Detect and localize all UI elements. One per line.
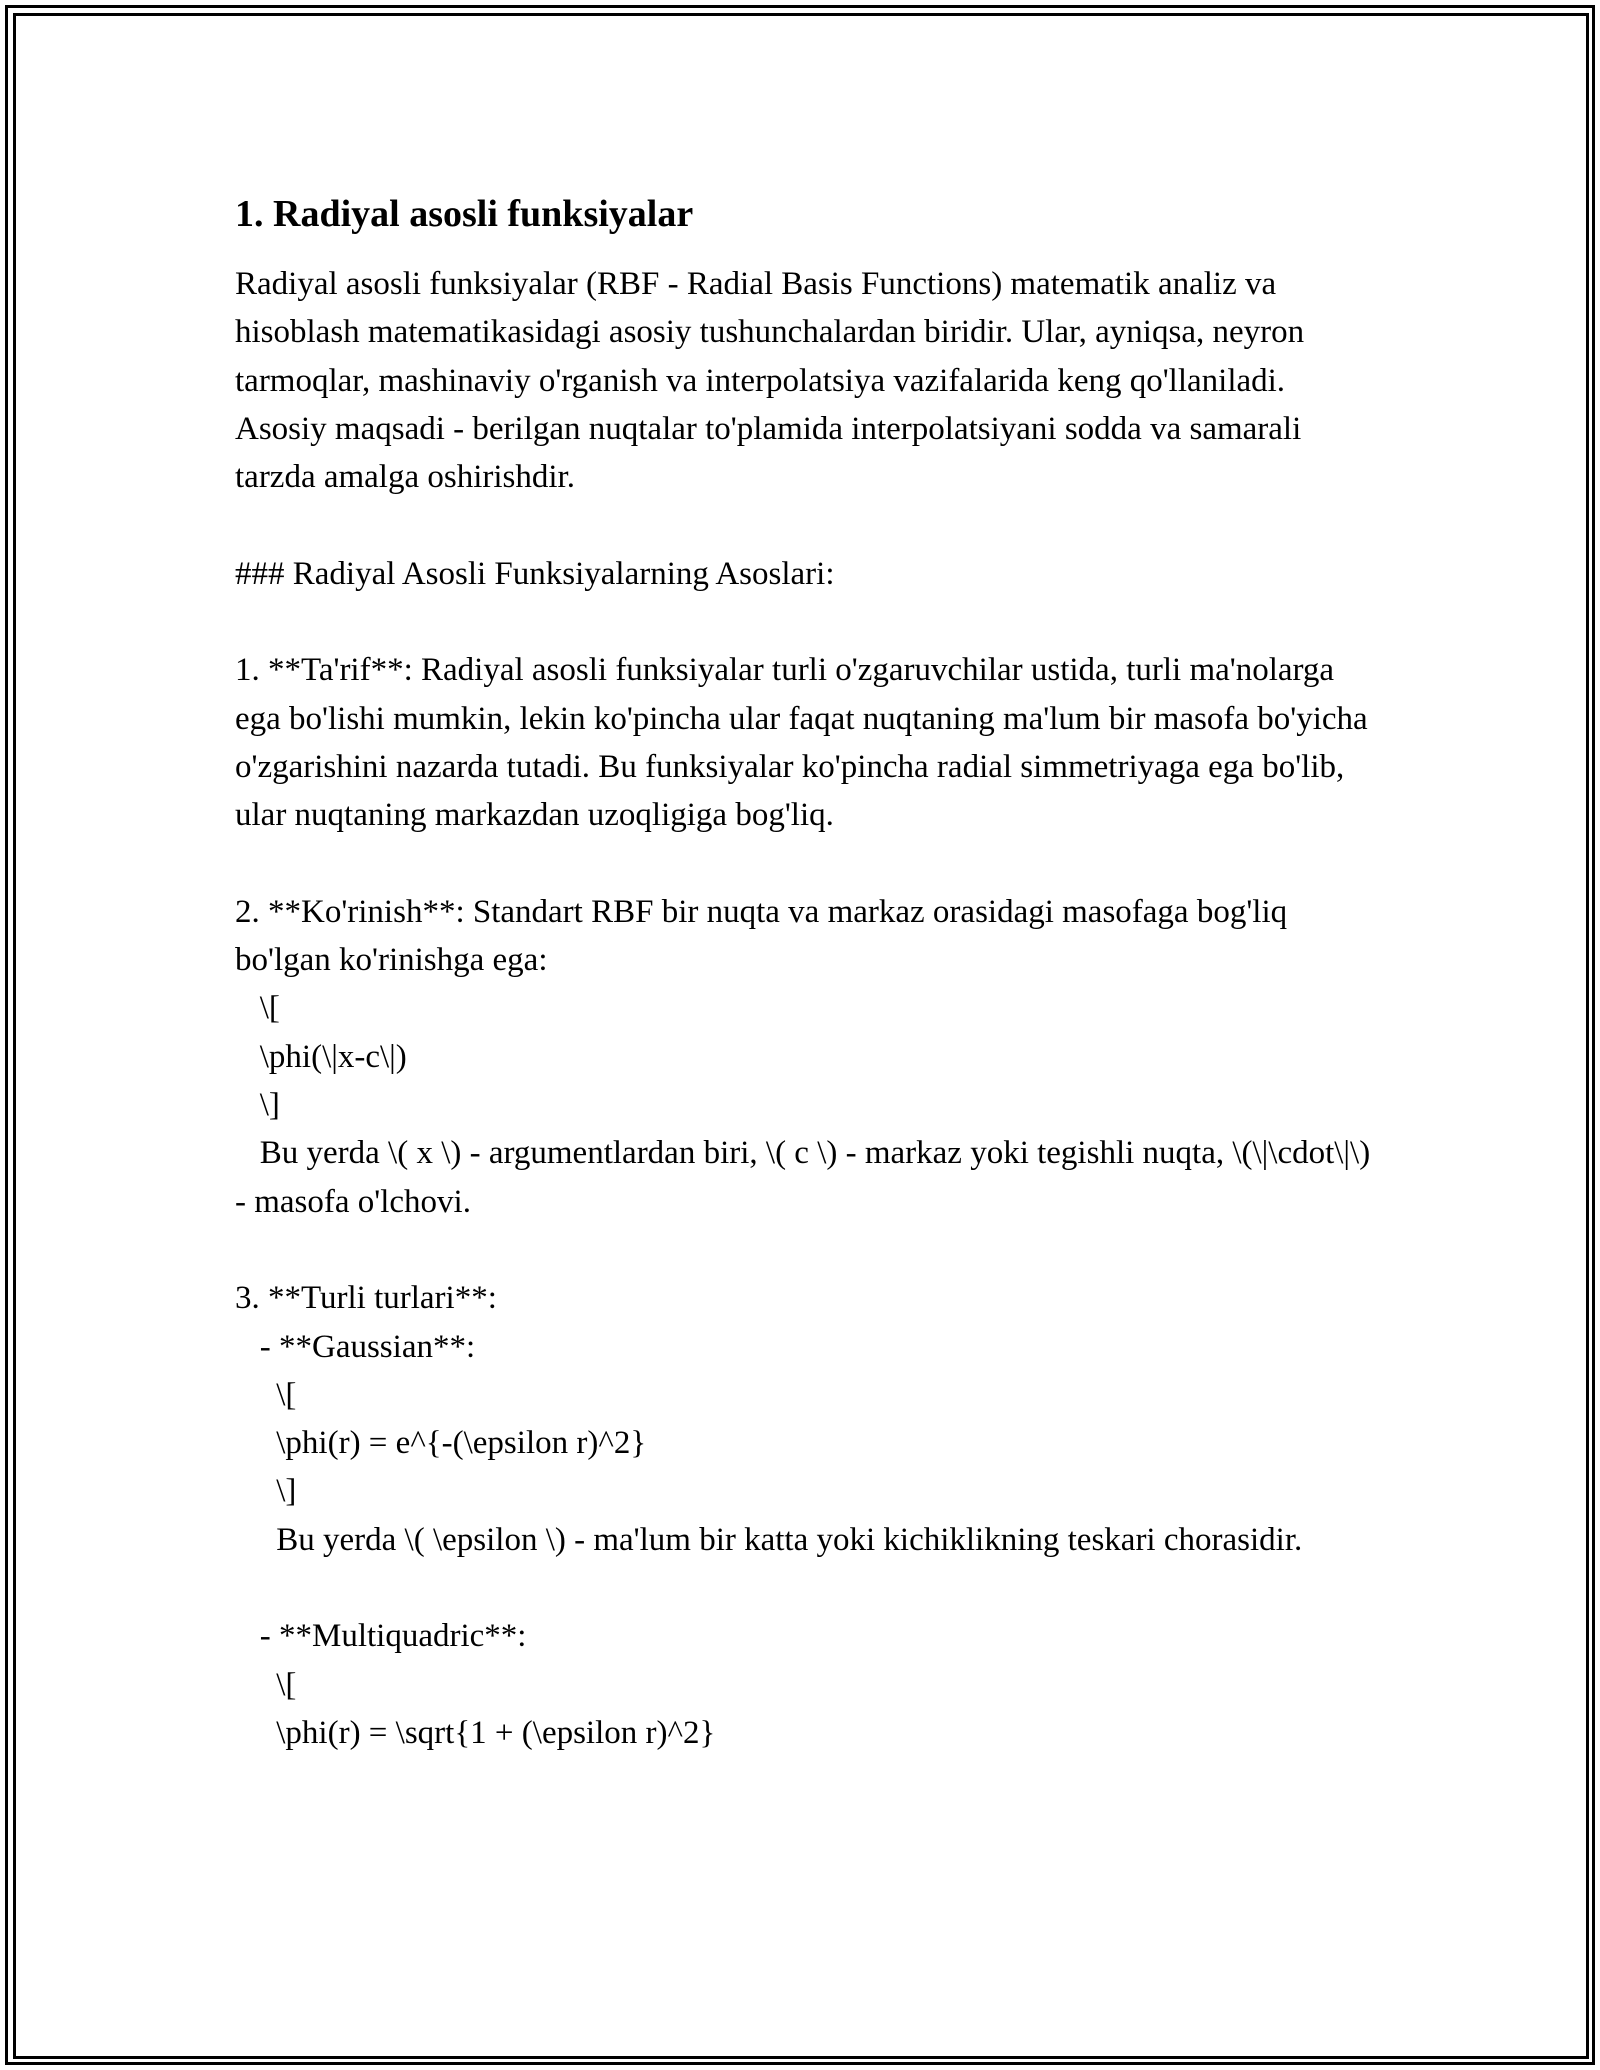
document-body: Radiyal asosli funksiyalar (RBF - Radial Basis Functions) matematik analiz va hisoblash matematikasidagi asosiy tushunchalardan biridir. Ular, ayniqsa, neyron tarmoqlar, mashinaviy o'rganish va interpolatsiya vazifalarida keng qo'llaniladi. Asosiy maqsadi - berilgan nuqtalar to'plamida interpolatsiyani sodda va samarali tarzda amalga oshirishdir. ### Radiyal Asosli Funksiyalarning Asoslari: 1. **Ta'rif**: Radiyal asosli funksiyalar turli o'zgaruvchilar ustida, turli ma'nolarga ega bo'lishi mumkin, lekin ko'pincha ular faqat nuqtaning ma'lum bir masofa bo'yicha o'zgarishini nazarda tutadi. Bu funksiyalar ko'pincha radial simmetriyaga ega bo'lib, ular nuqtaning markazdan uzoqligiga bog'liq. 2. **Ko'rinish**: Standart RBF bir nuqta va markaz orasidagi masofaga bog'liq bo'lgan ko'rinishga ega: \[ \phi(\|x-c\|) \] Bu yerda \( x \) - argumentlardan biri, \( c \) - markaz yoki tegishli nuqta, \(\|\cdot\|\) - masofa o'lchovi. 3. **Turli turlari**: - **Gaussian**: \[ \phi(r) = e^{-(\epsilon r)^2} \] Bu yerda \( \epsilon \) - ma'lum bir katta yoki kichiklikning teskari chorasidir. - **Multiquadric**: \[ \phi(r) = \sqrt{1 + (\epsilon r)^2} (235, 266, 1371, 1751)
document-content (235, 188, 1375, 1757)
document-title: 1. Radiyal asosli funksiyalar (235, 193, 694, 235)
